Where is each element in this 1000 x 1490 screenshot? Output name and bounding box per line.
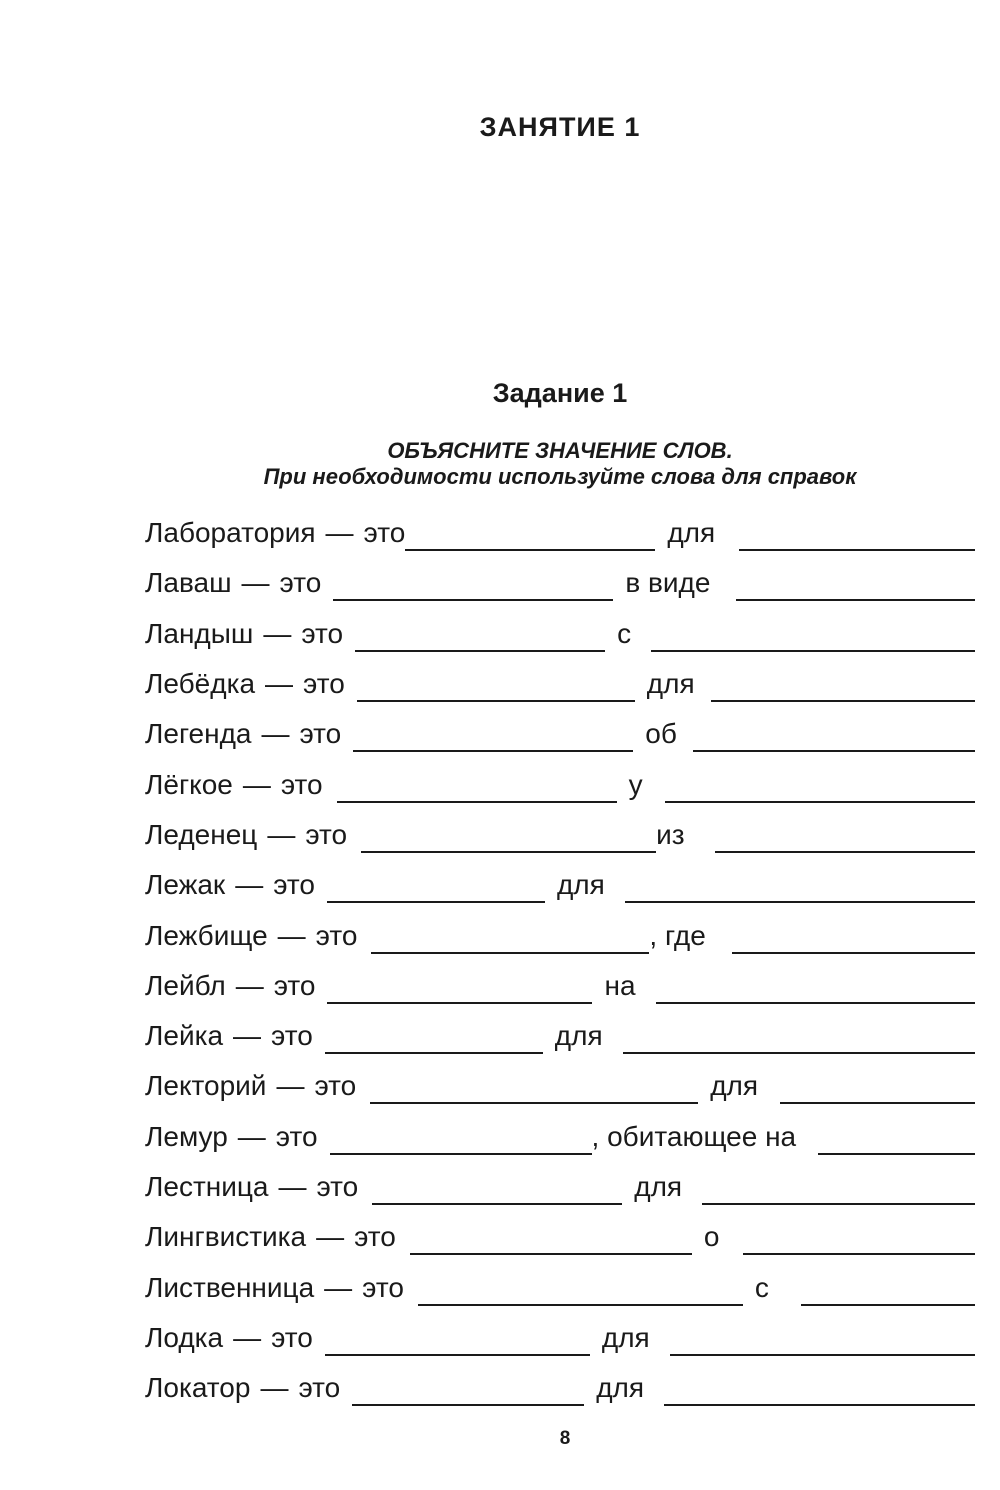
answer-blank-2[interactable] bbox=[665, 775, 975, 803]
lesson-title: ЗАНЯТИЕ 1 bbox=[479, 112, 641, 142]
row-eto: это bbox=[280, 768, 323, 800]
row-connector: об bbox=[645, 718, 677, 750]
answer-blank-1[interactable] bbox=[325, 1328, 590, 1356]
row-dash: — bbox=[276, 1070, 305, 1102]
answer-blank-2[interactable] bbox=[780, 1076, 975, 1104]
row-eto: это bbox=[305, 818, 348, 850]
row-dash: — bbox=[267, 818, 296, 850]
row-word: Лестница bbox=[145, 1171, 269, 1202]
answer-blank-1[interactable] bbox=[372, 1177, 622, 1205]
row-dash: — bbox=[324, 1271, 353, 1303]
row-dash: — bbox=[277, 919, 306, 951]
row-eto: это bbox=[275, 1120, 318, 1152]
row-connector: о bbox=[703, 1221, 720, 1253]
exercise-row bbox=[145, 810, 975, 860]
row-eto: это bbox=[303, 668, 345, 700]
answer-blank-1[interactable] bbox=[327, 976, 592, 1004]
exercise-row bbox=[145, 1212, 975, 1262]
answer-blank-2[interactable] bbox=[818, 1127, 975, 1155]
exercise-row bbox=[145, 709, 975, 759]
answer-blank-2[interactable] bbox=[623, 1026, 975, 1054]
row-word: Лодка bbox=[145, 1321, 224, 1353]
row-word: Лебёдка bbox=[145, 668, 256, 700]
exercise-row bbox=[145, 609, 975, 659]
page-number: 8 bbox=[559, 1428, 571, 1449]
row-eto: это bbox=[362, 1271, 404, 1303]
exercise-row bbox=[145, 961, 975, 1011]
row-word: Лейбл bbox=[145, 969, 226, 1001]
row-eto: это bbox=[314, 1070, 357, 1102]
row-dash: — bbox=[233, 1020, 262, 1052]
answer-blank-1[interactable] bbox=[370, 1076, 698, 1104]
row-connector: с bbox=[617, 617, 632, 649]
exercise-row bbox=[145, 1363, 975, 1413]
exercise-row bbox=[145, 1313, 975, 1363]
answer-blank-2[interactable] bbox=[651, 624, 975, 652]
answer-blank-2[interactable] bbox=[664, 1378, 975, 1406]
row-word: Лейка bbox=[145, 1020, 224, 1052]
answer-blank-2[interactable] bbox=[743, 1227, 975, 1255]
row-word: Лёгкое bbox=[145, 768, 233, 800]
row-connector: у bbox=[628, 768, 643, 800]
row-eto: это bbox=[279, 567, 322, 599]
row-connector: для bbox=[634, 1171, 683, 1202]
row-word: Леденец bbox=[145, 818, 258, 850]
row-dash: — bbox=[241, 567, 270, 599]
row-eto: это bbox=[271, 1020, 313, 1052]
answer-blank-2[interactable] bbox=[732, 926, 975, 954]
row-dash: — bbox=[265, 668, 294, 700]
answer-blank-2[interactable] bbox=[656, 976, 975, 1004]
instruction-line-2: При необходимости используйте слова для справок bbox=[263, 464, 857, 489]
row-dash: — bbox=[235, 869, 264, 901]
row-word: Ландыш bbox=[145, 617, 254, 649]
answer-blank-1[interactable] bbox=[371, 926, 649, 954]
row-eto: это bbox=[354, 1221, 396, 1253]
row-dash: — bbox=[235, 969, 264, 1001]
row-word: Лекторий bbox=[145, 1070, 267, 1102]
answer-blank-2[interactable] bbox=[715, 825, 975, 853]
row-word: Локатор bbox=[145, 1372, 251, 1404]
instruction-line-1: ОБЪЯСНИТЕ ЗНАЧЕНИЕ СЛОВ. bbox=[387, 438, 733, 463]
answer-blank-1[interactable] bbox=[337, 775, 617, 803]
row-connector: для bbox=[646, 668, 695, 700]
row-connector: из bbox=[656, 818, 685, 850]
row-word: Лемур bbox=[145, 1120, 228, 1152]
row-dash: — bbox=[263, 617, 292, 649]
answer-blank-2[interactable] bbox=[711, 674, 975, 702]
row-eto: это bbox=[301, 617, 344, 649]
row-connector: , где bbox=[649, 919, 706, 951]
row-connector: , обитающее на bbox=[591, 1120, 797, 1152]
row-connector: в виде bbox=[625, 567, 711, 599]
answer-blank-2[interactable] bbox=[801, 1278, 975, 1306]
answer-blank-1[interactable] bbox=[361, 825, 656, 853]
answer-blank-1[interactable] bbox=[357, 674, 635, 702]
row-connector: для bbox=[554, 1020, 603, 1052]
row-dash: — bbox=[278, 1171, 307, 1202]
exercise-row bbox=[145, 910, 975, 960]
answer-blank-1[interactable] bbox=[325, 1026, 543, 1054]
task-title: Задание 1 bbox=[492, 378, 628, 408]
answer-blank-1[interactable] bbox=[327, 875, 545, 903]
exercise-row bbox=[145, 759, 975, 809]
row-eto: это bbox=[273, 969, 316, 1001]
row-word: Лиственница bbox=[145, 1271, 315, 1303]
answer-blank-2[interactable] bbox=[693, 724, 975, 752]
row-word: Лаборатория bbox=[145, 517, 316, 549]
row-dash: — bbox=[261, 718, 290, 750]
row-connector: для bbox=[601, 1321, 650, 1353]
answer-blank-1[interactable] bbox=[355, 624, 605, 652]
answer-blank-1[interactable] bbox=[410, 1227, 692, 1255]
exercise-row bbox=[145, 659, 975, 709]
exercise-row bbox=[145, 860, 975, 910]
row-dash: — bbox=[233, 1321, 262, 1353]
exercise-row bbox=[145, 1011, 975, 1061]
exercise-rows bbox=[145, 508, 975, 1413]
answer-blank-2[interactable] bbox=[702, 1177, 975, 1205]
exercise-row bbox=[145, 1061, 975, 1111]
exercise-row bbox=[145, 1262, 975, 1312]
exercise-row bbox=[145, 558, 975, 608]
answer-blank-1[interactable] bbox=[405, 523, 655, 551]
row-connector: для bbox=[596, 1372, 645, 1404]
exercise-row bbox=[145, 508, 975, 558]
answer-blank-2[interactable] bbox=[739, 523, 975, 551]
row-dash: — bbox=[242, 768, 271, 800]
row-word: Лежак bbox=[145, 869, 226, 901]
row-connector: для bbox=[710, 1070, 759, 1102]
row-eto: это bbox=[315, 919, 358, 951]
row-connector: на bbox=[604, 969, 636, 1001]
row-word: Лежбище bbox=[145, 919, 268, 951]
row-eto: это bbox=[298, 1372, 341, 1404]
row-dash: — bbox=[237, 1120, 266, 1152]
answer-blank-1[interactable] bbox=[333, 573, 613, 601]
row-dash: — bbox=[260, 1372, 289, 1404]
answer-blank-1[interactable] bbox=[418, 1278, 743, 1306]
row-dash: — bbox=[325, 517, 354, 549]
row-eto: это bbox=[363, 517, 406, 549]
answer-blank-1[interactable] bbox=[353, 724, 633, 752]
row-connector: для bbox=[556, 869, 605, 901]
answer-blank-2[interactable] bbox=[736, 573, 975, 601]
exercise-row bbox=[145, 1162, 975, 1212]
answer-blank-2[interactable] bbox=[670, 1328, 975, 1356]
row-connector: для bbox=[667, 517, 716, 549]
row-dash: — bbox=[316, 1221, 345, 1253]
row-word: Лингвистика bbox=[145, 1221, 307, 1253]
answer-blank-1[interactable] bbox=[330, 1127, 592, 1155]
row-eto: это bbox=[273, 869, 315, 901]
answer-blank-2[interactable] bbox=[625, 875, 975, 903]
row-word: Лаваш bbox=[145, 567, 232, 599]
row-eto: это bbox=[271, 1321, 313, 1353]
row-eto: это bbox=[299, 718, 342, 750]
row-connector: с bbox=[754, 1271, 769, 1303]
row-eto: это bbox=[316, 1171, 359, 1202]
row-word: Легенда bbox=[145, 718, 252, 750]
answer-blank-1[interactable] bbox=[352, 1378, 584, 1406]
exercise-row bbox=[145, 1112, 975, 1162]
